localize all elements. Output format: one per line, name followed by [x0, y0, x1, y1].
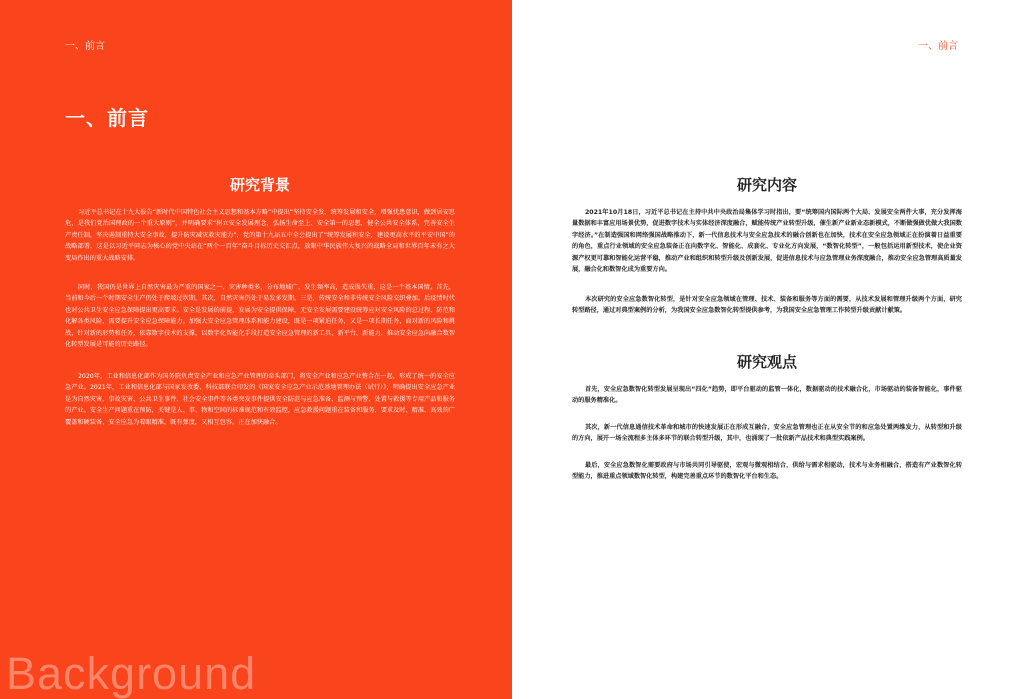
- section-title-viewpoints: 研究观点: [736, 353, 797, 371]
- right-page: [512, 0, 1024, 699]
- paragraph: 习近平总书记在十九大报告“新时代中国特色社会主义思想和基本方略”中提出“坚持安全发、统筹发展和安全，增强忧患意识，做到居安思危，是我们党治国理政的一个重大原则”，并明确要求“树立安全发展理念，弘扬生命至上、安全第一的思想，健全公共安全体系，完善安全生产责任制，坚决遏制重特大安全事故，提升防灾减灾救灾能力”，党的第十九届五中全会提出了“统筹发展和安全，建设更高水平的平安中国”的战略部署，这是以习近平同志为核心的党中央站在“两个一百年”奋斗目标历史交汇点，放眼中华民族伟大复兴的战略全局和世界百年未有之大变局作出的重大战略安排。: [65, 209, 455, 262]
- running-header: 一、前言: [65, 41, 105, 52]
- chapter-title: 一、前言: [65, 106, 149, 130]
- paragraph: 首先，安全应急数智化转型发展呈现出“四化”趋势，即平台驱动的监管一体化，数据驱动的技术融合化，市场驱动的装备智能化，事件驱动的服务精准化。: [572, 386, 962, 405]
- paragraph: 同时，我国仍是世界上自然灾害最为严重的国家之一，灾害种类多，分布地域广，发生频率高，造成损失重，这是一个基本国情。首先，当前和今后一个时期安全生产仍处于爬坡过坎期，其次，自然灾害仍处于易发多发期。三是，传统安全和非传统安全风险交织叠加。后疫情时代也对公共卫生安全应急保障提出更高要求。安全是发展的前提，发展为安全提供保障，无安全发展需要建设统筹应对安全风险的总过程，防范和化解各类风险，需要提升安全应急保障能力。加强大安全应急管理体系和能力建设，既是一项紧迫任务，又是一项长期任务，面对新的风险和挑战，针对新的形势和任务，依靠数字技术的支撑，以数字化智能化手段打造安全应急管理的新工具、新平台、新能力，推动安全应急向融合数智化转型发展是可能的历史路径。: [65, 284, 455, 349]
- paragraph: 2020年，工业和信息化部作为国务院负责安全产业和应急产业管理的牵头部门，将安全产业和应急产业整合在一起，形成了统一的安全应急产业。2021年，工业和信息化部与国家发改委、科技部联合印发的《国家安全应急产业示范基地管理办法（试行）》，明确提出安全应急产业是为自然灾害、事故灾害、公共卫生事件、社会安全事件等各类突发事件提供安全防范与应急准备、监测与预警、处置与救援等专用产品和服务的产业。安全生产问题重在预防，关键是人、事、物和空间的标准规范和有效监控，应急救援问题重在装备和服务，要求及时、精准、高效的广覆盖和硬装备，安全应急为着眼精准，既有弹度，又相互包容，正在加快融合。: [65, 373, 455, 426]
- running-header: 一、前言: [918, 41, 958, 52]
- paragraph: 最后，安全应急数智化需要政府与市场共同引导驱使，宏观与微观相结合，供给与需求相驱动，技术与业务相融合，搭造有产业数智化转型能力，推进重点领域数智化转型，构建完善重点环节的数智化平台和生态。: [572, 462, 962, 481]
- section-title-content: 研究内容: [736, 176, 797, 194]
- paragraph: 2021年10月18日，习近平总书记在主持中共中央政治局集体学习时指出，要“统筹国内国际两个大局、发展安全两件大事，充分发挥海量数据和丰富应用场景优势，促进数字技术与实体经济深度融合，赋能传统产业转型升级，催生新产业新业态新模式，不断做强做优做大我国数字经济。”在制造强国和网络强国战略推动下，新一代信息技术与安全应急技术的融合创新也在加快，技术在安全应急领域正在扮演着日益重要的角色，重点行业领域的安全应急装备正在向数字化、智能化、成套化、专业化方向发展，“数智化转型”，一般包括运用新型技术，使企业资源产权更可靠和智能化运营平稳，推动产业和组织和转型升级及创新发展，促进信息技术与应急管理业务深度融合，推动安全应急管理高质量发展，融合化和数智化成为重要方向。: [572, 209, 962, 274]
- paragraph: 其次，新一代信息通信技术革命和城市的快速发展正在形成互融合，安全应急管理也正在从安全节的和应急处置两维发力，从转型和升级的方向，展开一场全流程多主体多环节的联合转型升级，其中，也涌现了一批依新产品技术和典型实践案例。: [572, 424, 962, 443]
- background-watermark: Background: [6, 648, 257, 699]
- paragraph: 本次研究的安全应急数智化转型，是针对安全应急领域在管理、技术、装备和服务等方面的需要，从技术发展和管理升级两个方面，研究转型路径，通过对典型案例的分析，为我国安全应急数智化转型提供参考，为我国安全应急管理工作转型升级贡献计献策。: [572, 296, 962, 315]
- section-title-background: 研究背景: [229, 176, 290, 194]
